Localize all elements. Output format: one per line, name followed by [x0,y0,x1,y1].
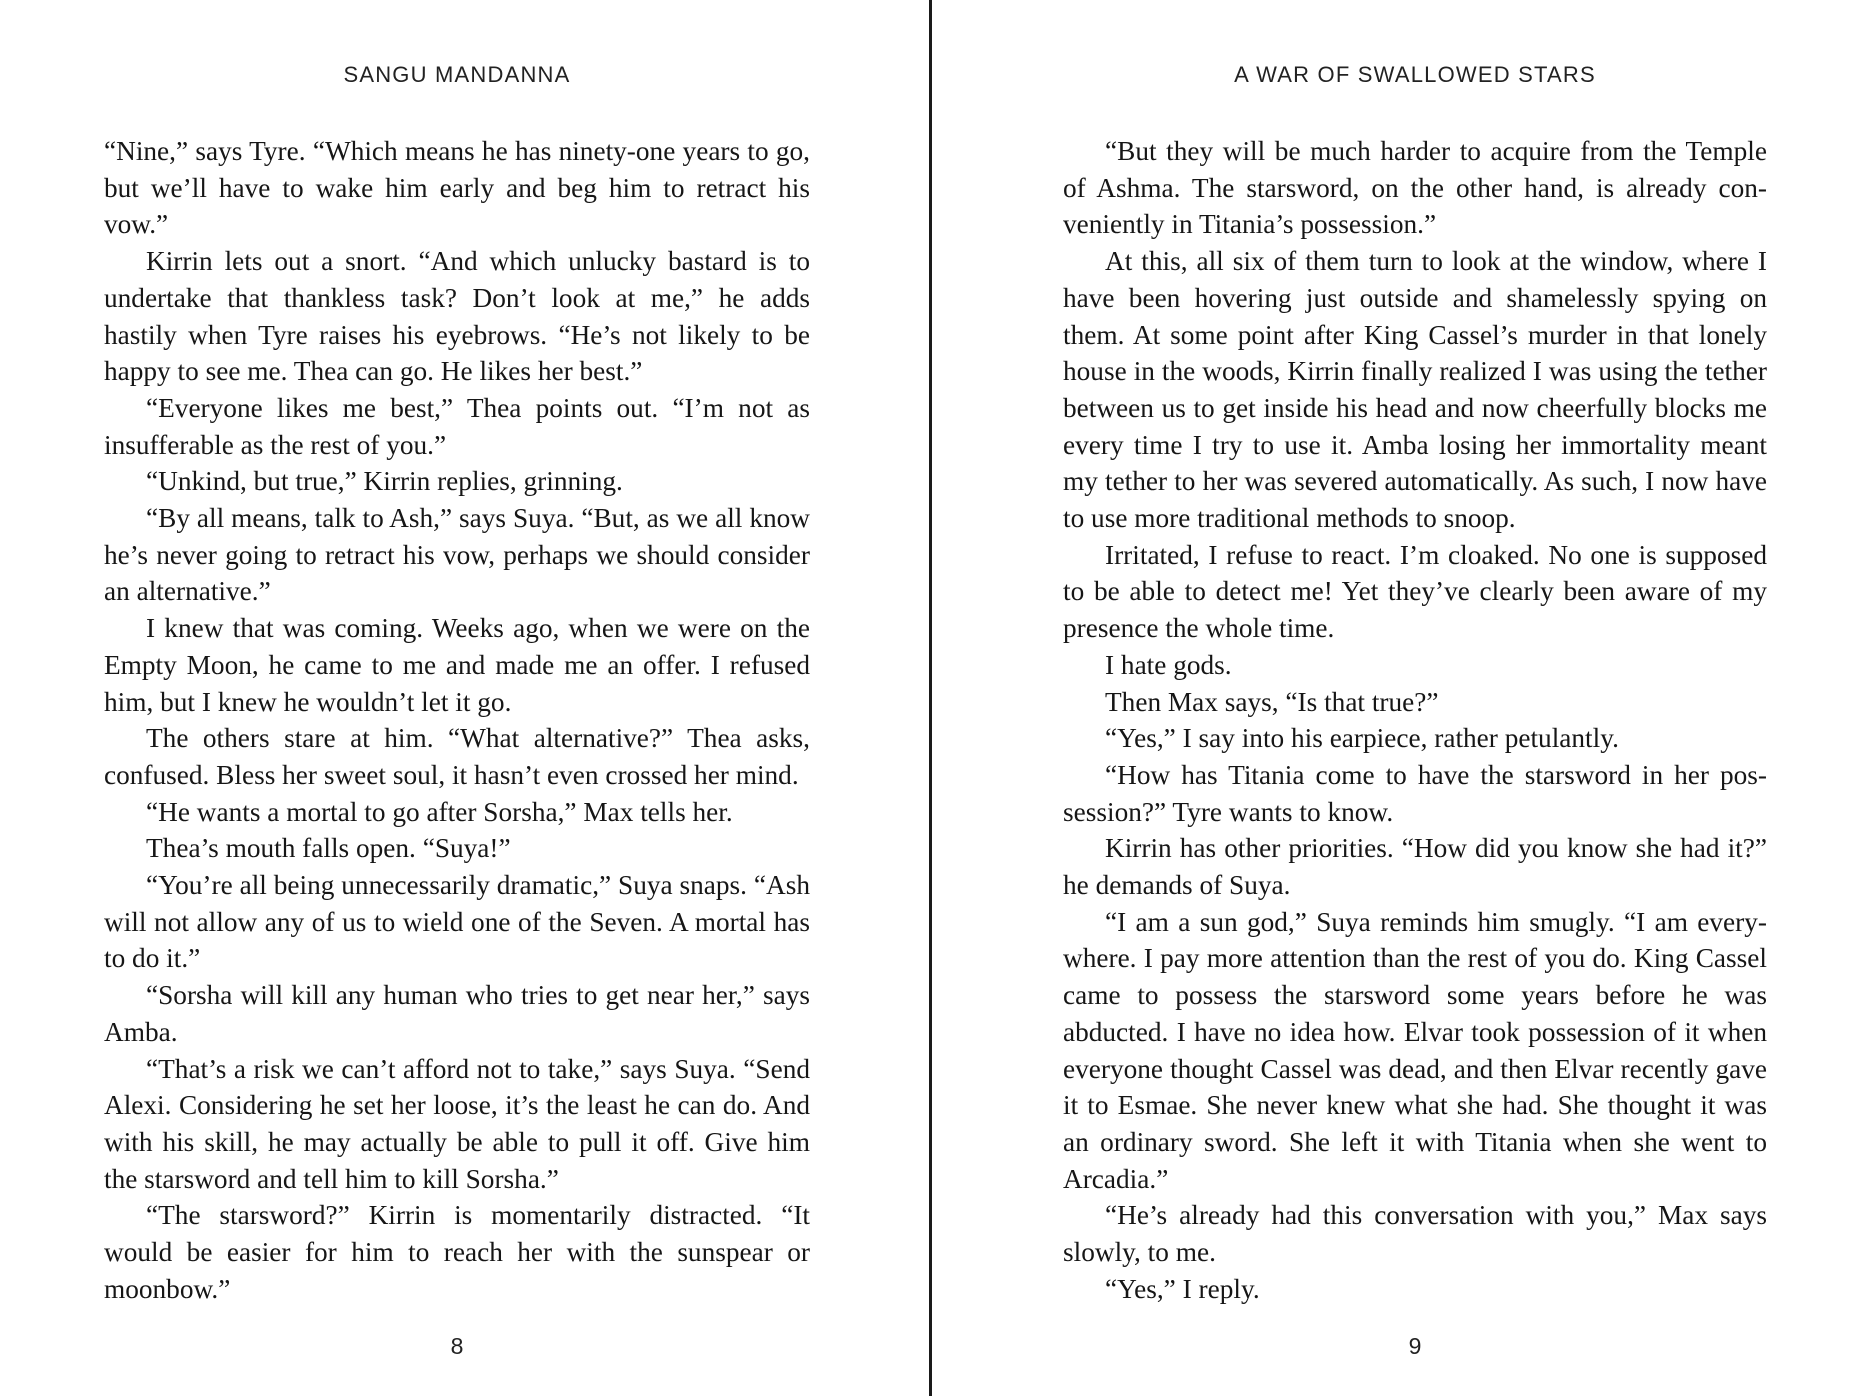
running-head-author: SANGU MANDANNA [343,62,571,87]
running-head-title: A WAR OF SWALLOWED STARS [1234,62,1596,87]
paragraph: “You’re all being unnecessarily dramatic,” Suya snaps. “Ash will not allow any of us to wield one of the Seven. A mortal has to do it.” [104,870,810,974]
paragraph: The others stare at him. “What alternative?” Thea asks, confused. Bless her sweet soul, it hasn’t even crossed her mind. [104,723,810,790]
paragraph: I hate gods. [1105,649,1232,680]
paragraph: “Everyone likes me best,” Thea points out. “I’m not as insufferable as the rest of you.” [104,392,810,460]
paragraph: “I am a sun god,” Suya reminds him smugly. “I am everywhere. I pay more attention than the rest of you do. King Cassel came to possess the starsword some years before he was abducted. I have no idea how. Elvar took possession of it when everyone thought Cassel was dead, and then Elvar recently gave it to Esmae. She never knew what she had. She thought it was an ordinary sword. She left it with Titania when she went to Arcadia.” [1063,906,1767,1194]
paragraph: “How has Titania come to have the starsword in her possession?” Tyre wants to know. [1063,759,1767,827]
paragraph: “But they will be much harder to acquire from the Temple of Ashma. The starsword, on the other hand, is already conveniently in Titania’s possession.” [1063,136,1767,240]
paragraph: Kirrin lets out a snort. “And which unlucky bastard is to undertake that thankless task? Don’t look at me,” he adds hastily when Tyre raises his eyebrows. “He’s not likely to be happy to see me. Thea can go. He likes her best.” [104,246,810,387]
paragraph: “Sorsha will kill any human who tries to get near her,” says Amba. [104,980,810,1047]
paragraph: I knew that was coming. Weeks ago, when we were on the Empty Moon, he came to me and made me an offer. I refused him, but I knew he wouldn’t let it go. [104,613,810,717]
paragraph: “He’s already had this conversation with you,” Max says slowly, to me. [1063,1200,1767,1268]
paragraph: Irritated, I refuse to react. I’m cloaked. No one is supposed to be able to detect me! Yet they’ve clearly been aware of my presence the whole time. [1063,539,1767,644]
left-page [104,0,810,1396]
page-number: 9 [1408,1333,1422,1359]
paragraph: “That’s a risk we can’t afford not to take,” says Suya. “Send Alexi. Considering he set her loose, it’s the least he can do. And with his skill, he may actually be able to pull it off. Give him the starsword and tell him to kill Sorsha.” [104,1053,810,1194]
paragraph: “By all means, talk to Ash,” says Suya. “But, as we all know he’s never going to retract his vow, perhaps we should consider an alternative.” [104,503,810,607]
paragraph: Then Max says, “Is that true?” [1105,686,1439,717]
paragraph: “Nine,” says Tyre. “Which means he has ninety-one years to go, but we’ll have to wake him early and beg him to retract his vow.” [104,136,810,240]
paragraph: “Yes,” I say into his earpiece, rather petulantly. [1105,723,1619,754]
left-page-body [104,133,810,1308]
paragraph: “The starsword?” Kirrin is momentarily distracted. “It would be easier for him to reach her with the sunspear or moonbow.” [104,1200,810,1304]
right-page [1063,0,1767,1396]
paragraph: “Unkind, but true,” Kirrin replies, grinning. [146,466,623,497]
paragraph: “He wants a mortal to go after Sorsha,” Max tells her. [146,796,733,827]
right-page-body [1063,133,1767,1308]
paragraph: At this, all six of them turn to look at the window, where I have been hovering just outside and shamelessly spying on them. At some point after King Cassel’s murder in that lonely house in the woods, Kirrin finally realized I was using the tether between us to get inside his head and now cheerfully blocks me every time I try to use it. Amba losing her immortality meant my tether to her was severed automatically. As such, I now have to use more traditional methods to snoop. [1063,246,1767,534]
paragraph: “Yes,” I reply. [1105,1273,1260,1304]
page-number: 8 [450,1333,464,1359]
paragraph: Thea’s mouth falls open. “Suya!” [146,833,511,864]
paragraph: Kirrin has other priorities. “How did you know she had it?” he demands of Suya. [1063,833,1767,901]
page-gutter-divider [929,0,932,1396]
